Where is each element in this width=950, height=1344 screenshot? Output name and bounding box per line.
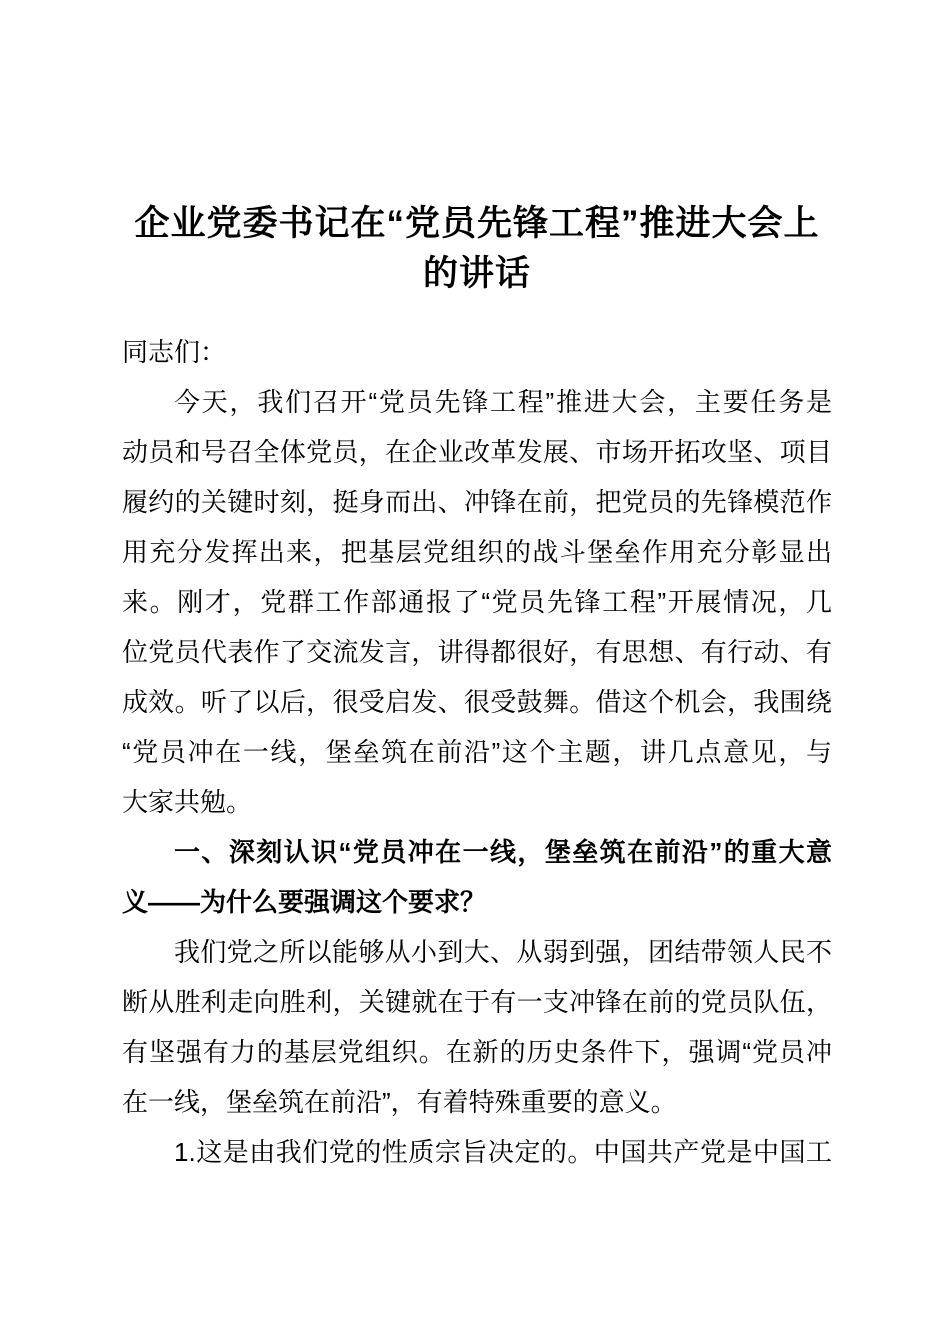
paragraph (122, 927, 832, 1127)
text-line: 我们党之所以能够从小到大、从弱到强，团结带领人民不 (174, 937, 832, 968)
text-line: 今天，我们召开“党员先锋工程”推进大会，主要任务是 (174, 387, 832, 418)
text-line: 在一线，堡垒筑在前沿”，有着特殊重要的意义。 (122, 1087, 677, 1118)
text-line: “党员冲在一线，堡垒筑在前沿”这个主题，讲几点意见，与 (122, 737, 832, 768)
text-line: 来。刚才，党群工作部通报了“党员先锋工程”开展情况，几 (122, 587, 832, 618)
document-title-line: 企业党委书记在“党员先锋工程”推进大会上 (134, 204, 820, 244)
text-line: 义——为什么要强调这个要求？ (122, 887, 487, 918)
text-line: 成效。听了以后，很受启发、很受鼓舞。借这个机会，我围绕 (122, 687, 832, 718)
text-line: 一、深刻认识“党员冲在一线，堡垒筑在前沿”的重大意 (174, 837, 832, 868)
text-line: 断从胜利走向胜利，关键就在于有一支冲锋在前的党员队伍， (122, 987, 832, 1018)
text-line: 用充分发挥出来，把基层党组织的战斗堡垒作用充分彰显出 (122, 537, 832, 568)
text-line: 有坚强有力的基层党组织。在新的历史条件下，强调“党员冲 (122, 1037, 832, 1068)
paragraph (122, 327, 832, 377)
text-line: 履约的关键时刻，挺身而出、冲锋在前，把党员的先锋模范作 (122, 487, 832, 518)
text-line: 同志们： (122, 337, 227, 368)
document-title (122, 199, 832, 299)
text-line: 动员和号召全体党员，在企业改革发展、市场开拓攻坚、项目 (122, 437, 832, 468)
text-line: 1.这是由我们党的性质宗旨决定的。中国共产党是中国工 (174, 1137, 832, 1168)
text-line: 大家共勉。 (122, 787, 253, 818)
text-line: 位党员代表作了交流发言，讲得都很好，有思想、有行动、有 (122, 637, 832, 668)
section-heading (122, 827, 832, 927)
paragraph (122, 1127, 832, 1177)
document-body (122, 327, 832, 1177)
paragraph (122, 377, 832, 827)
document-title-line: 的讲话 (422, 254, 531, 294)
